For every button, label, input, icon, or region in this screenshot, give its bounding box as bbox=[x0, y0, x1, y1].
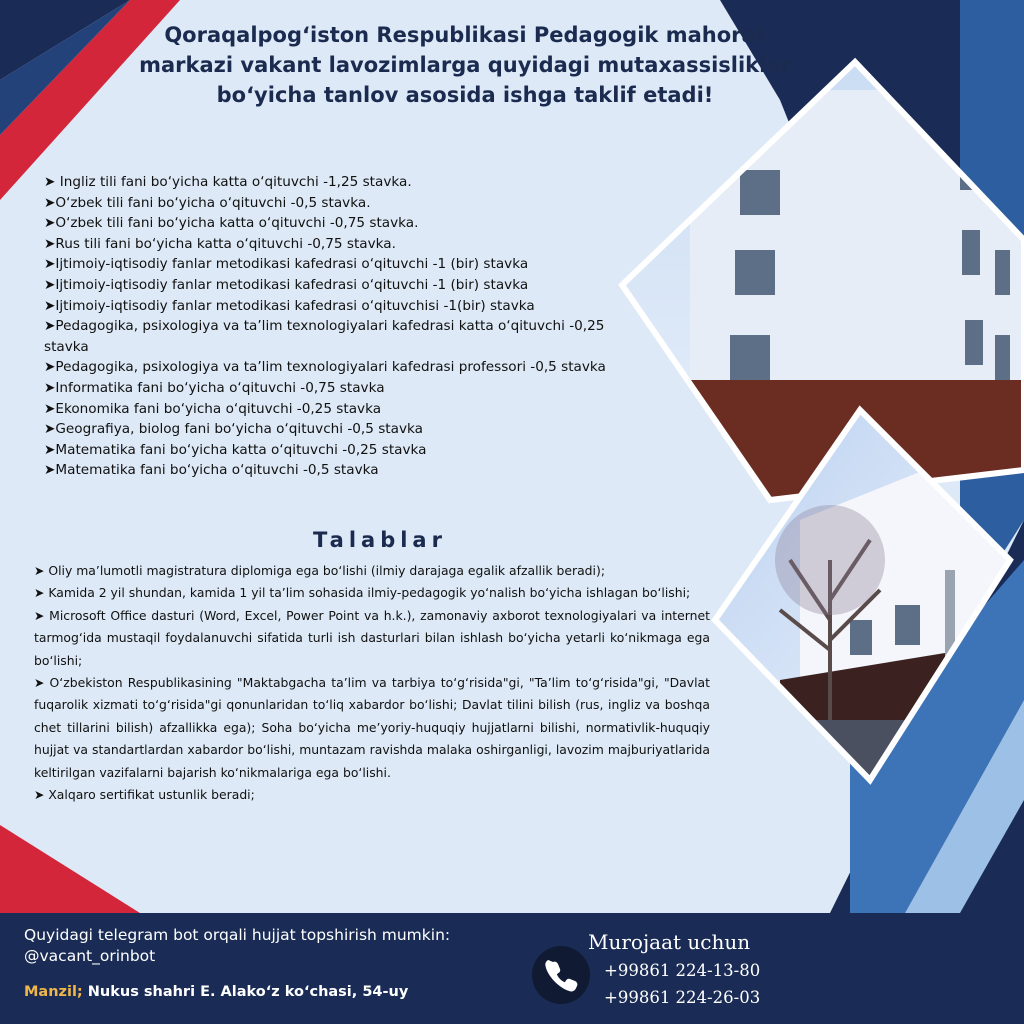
address-label: Manzil; bbox=[24, 984, 83, 1000]
submission-info bbox=[24, 925, 524, 967]
vacancy-item: ➤Ekonomika fani bo‘yicha o‘qituvchi -0,25 stavka bbox=[44, 400, 382, 417]
requirement-item: ➤ O‘zbekiston Respublikasining "Maktabgacha ta’lim va tarbiya to‘g‘risida"gi, "Ta’lim to‘g‘risida"gi, "Davlat fuqarolik xizmati to‘g‘risida"gi qonunlaridan to‘liq xabardor bo‘lishi; Davlat tilini bilish (rus, ingliz va boshqa chet tillarini bilish) afzallikka ega); Soha bo‘yicha me’yoriy-huquqiy hujjatlarni bilishi, normativlik-huquqiy hujjat va standartlardan xabardor bo‘lishi, muntazam ravishda malaka oshirganligi, lavozim majburiyatlarida keltirilgan vazifalarni bajarish ko‘nikmalariga ega bo‘lishi. bbox=[34, 675, 710, 780]
vacancy-item: ➤Geografiya, biolog fani bo‘yicha o‘qituvchi -0,5 stavka bbox=[44, 421, 423, 438]
vacancy-item: ➤Ijtimoiy-iqtisodiy fanlar metodikasi kafedrasi o‘qituvchisi -1(bir) stavka bbox=[44, 297, 535, 314]
vacancy-item: ➤Rus tili fani bo‘yicha katta o‘qituvchi -0,75 stavka. bbox=[44, 235, 396, 252]
phone-icon bbox=[532, 946, 590, 1004]
vacancy-item: ➤O‘zbek tili fani bo‘yicha katta o‘qituvchi -0,75 stavka. bbox=[44, 215, 419, 232]
red-bottom-left-shape bbox=[0, 825, 140, 913]
requirements-heading: Talablar bbox=[313, 528, 447, 552]
vacancy-list bbox=[44, 172, 634, 481]
contact-heading: Murojaat uchun bbox=[588, 930, 751, 954]
phone-number[interactable]: +99861 224-13-80 bbox=[604, 961, 761, 980]
vacancy-item: ➤Matematika fani bo‘yicha o‘qituvchi -0,5 stavka bbox=[44, 462, 379, 479]
vacancy-item: ➤Matematika fani bo‘yicha katta o‘qituvchi -0,25 stavka bbox=[44, 441, 427, 458]
contact-block bbox=[588, 927, 788, 1011]
vacancy-item: ➤Pedagogika, psixologiya va ta’lim texnologiyalari kafedrasi katta o‘qituvchi -0,25 stavka bbox=[44, 318, 605, 355]
requirement-item: ➤ Xalqaro sertifikat ustunlik beradi; bbox=[34, 787, 255, 803]
vacancy-item: ➤Ijtimoiy-iqtisodiy fanlar metodikasi kafedrasi o‘qituvchi -1 (bir) stavka bbox=[44, 256, 529, 273]
requirement-item: ➤ Oliy ma’lumotli magistratura diplomiga ega bo‘lishi (ilmiy darajaga egalik afzallik beradi); bbox=[34, 563, 605, 578]
vacancy-item: ➤Ijtimoiy-iqtisodiy fanlar metodikasi kafedrasi o‘qituvchi -1 (bir) stavka bbox=[44, 276, 529, 293]
requirement-item: ➤ Microsoft Office dasturi (Word, Excel, Power Point va h.k.), zamonaviy axborot texnologiyalari va internet tarmog‘ida mustaqil foydalanuvchi sifatida turli ish dasturlari bilan ishlash bo‘yicha yetarli ko‘nikmaga ega bo‘lishi; bbox=[34, 607, 710, 668]
address-value: Nukus shahri E. Alako‘z ko‘chasi, 54-uy bbox=[82, 984, 409, 1000]
telegram-bot-link[interactable]: @vacant_orinbot bbox=[24, 947, 156, 965]
vacancy-item: ➤ Ingliz tili fani bo‘yicha katta o‘qituvchi -1,25 stavka. bbox=[44, 174, 412, 190]
vacancy-item: ➤Informatika fani bo‘yicha o‘qituvchi -0,75 stavka bbox=[44, 379, 385, 396]
page-title: Qoraqalpog‘iston Respublikasi Pedagogik mahorat markazi vakant lavozimlarga quyidagi mutaxassisliklar bo‘yicha tanlov asosida ishga taklif etadi! bbox=[139, 23, 791, 107]
vacancy-item: ➤O‘zbek tili fani bo‘yicha o‘qituvchi -0,5 stavka. bbox=[44, 194, 371, 211]
phone-number[interactable]: +99861 224-26-03 bbox=[604, 988, 761, 1007]
requirement-item: ➤ Kamida 2 yil shundan, kamida 1 yil ta’lim sohasida ilmiy-pedagogik yo‘nalish bo‘yicha ishlagan bo‘lishi; bbox=[34, 585, 691, 601]
submission-text: Quyidagi telegram bot orqali hujjat topshirish mumkin: bbox=[24, 926, 451, 944]
vacancy-item: ➤Pedagogika, psixologiya va ta’lim texnologiyalari kafedrasi professori -0,5 stavka bbox=[44, 359, 606, 376]
requirements-list bbox=[34, 560, 710, 806]
address bbox=[24, 984, 408, 1000]
